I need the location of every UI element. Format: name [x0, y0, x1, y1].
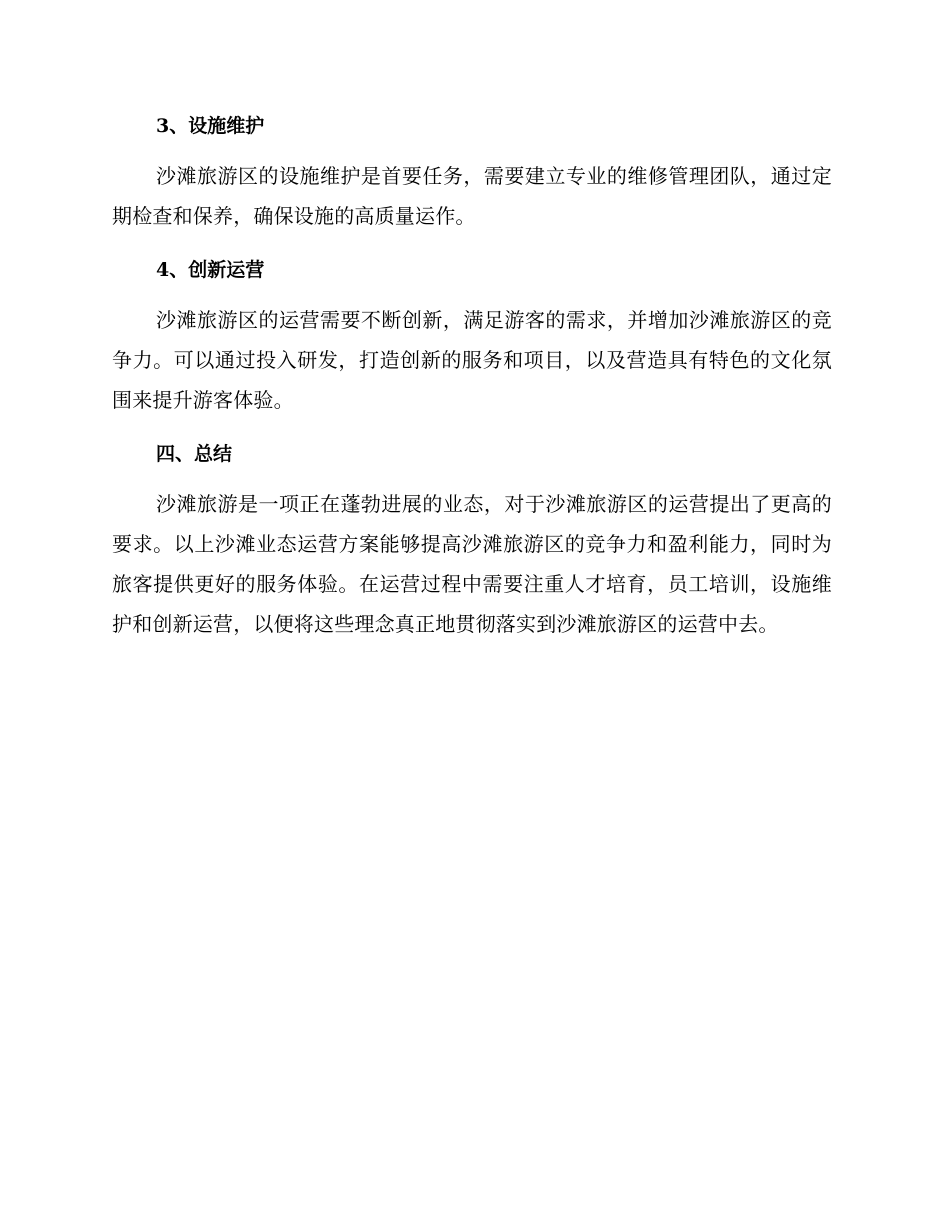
section-innovative-operation	[112, 252, 832, 420]
section-heading: 四、总结	[156, 443, 233, 465]
section-paragraph: 沙滩旅游区的设施维护是首要任务，需要建立专业的维修管理团队，通过定期检查和保养，确保设施的高质量运作。	[112, 164, 832, 228]
document-content	[112, 108, 832, 660]
section-paragraph: 沙滩旅游区的运营需要不断创新，满足游客的需求，并增加沙滩旅游区的竞争力。可以通过投入研发，打造创新的服务和项目，以及营造具有特色的文化氛围来提升游客体验。	[112, 308, 832, 412]
section-heading: 3、设施维护	[156, 115, 265, 137]
section-paragraph: 沙滩旅游是一项正在蓬勃进展的业态，对于沙滩旅游区的运营提出了更高的要求。以上沙滩业态运营方案能够提高沙滩旅游区的竞争力和盈利能力，同时为旅客提供更好的服务体验。在运营过程中需要注重人才培育，员工培训，设施维护和创新运营，以便将这些理念真正地贯彻落实到沙滩旅游区的运营中去。	[112, 492, 832, 636]
section-heading: 4、创新运营	[156, 259, 265, 281]
section-summary	[112, 436, 832, 644]
section-facility-maintenance	[112, 108, 832, 236]
